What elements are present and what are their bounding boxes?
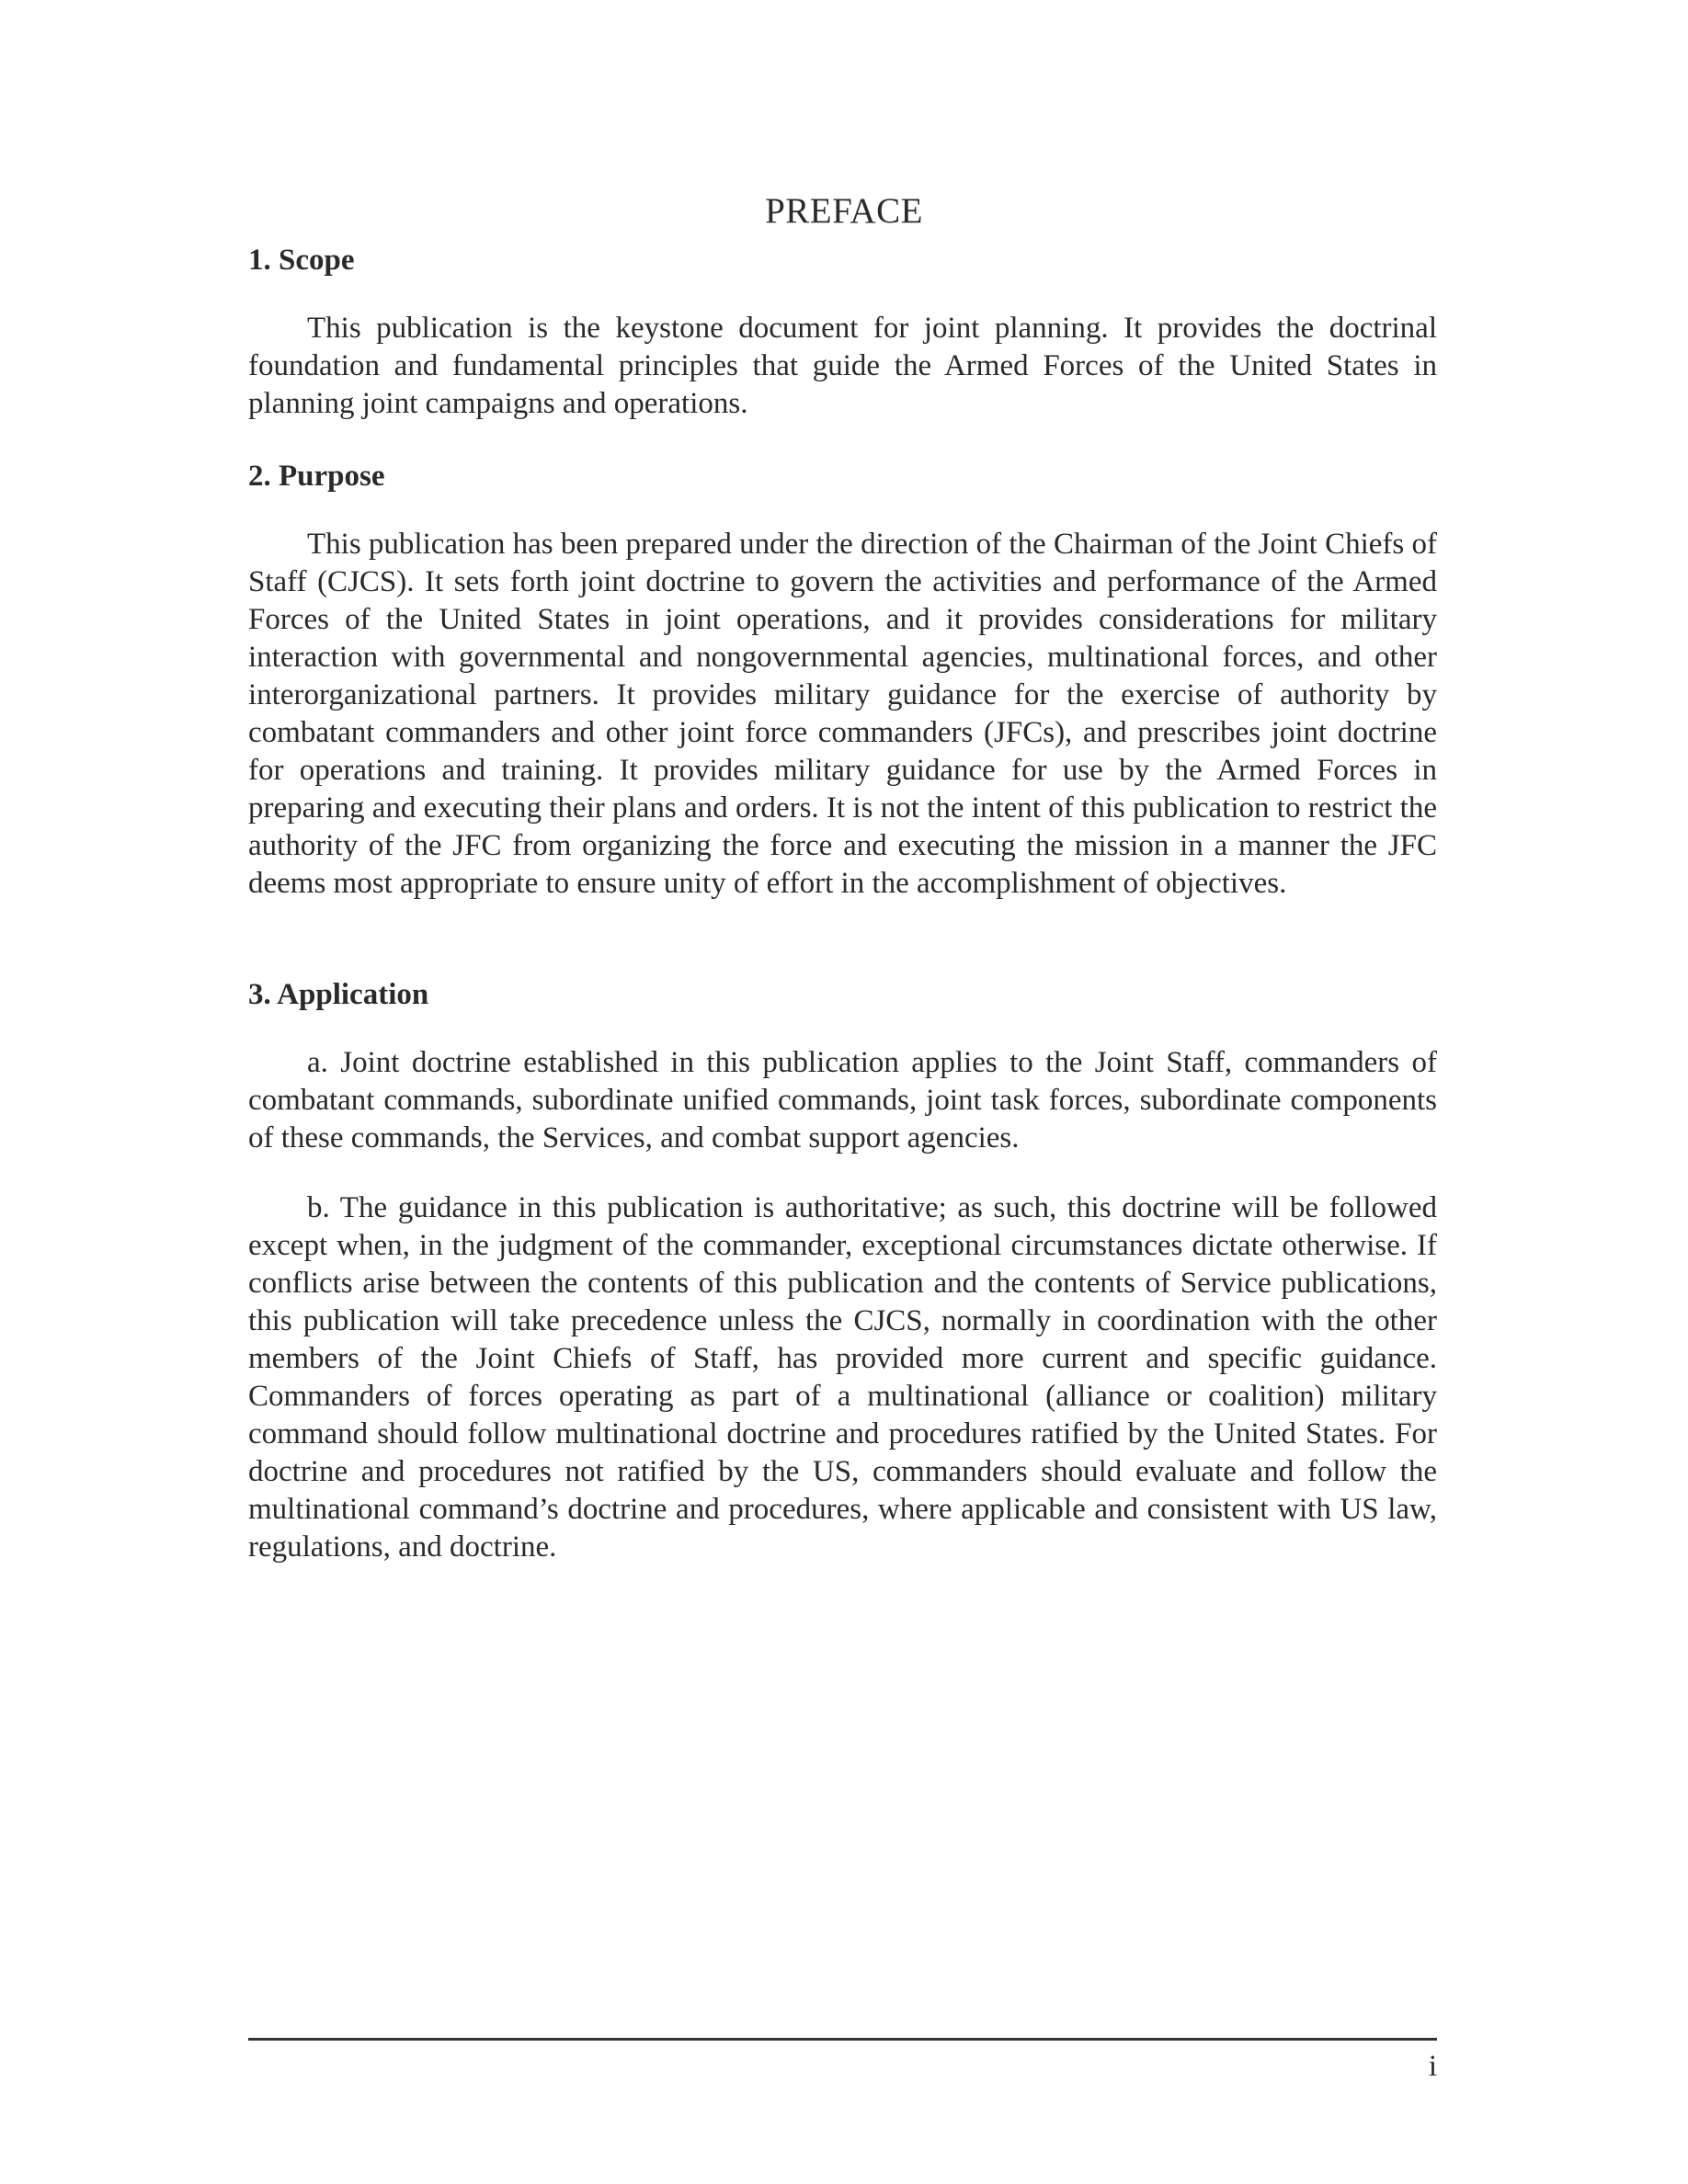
page-number: i (1428, 2050, 1437, 2083)
scope-paragraph: This publication is the keystone document for joint planning. It provides the doctrinal foundation and fundamental principles that guide the Armed Forces of the United States in planning joint campaigns and operations. (248, 312, 1437, 420)
page-title: PREFACE (765, 191, 923, 231)
application-paragraph-b: b. The guidance in this publication is authoritative; as such, this doctrine will be followed except when, in the judgment of the commander, exceptional circumstances dictate otherwise. If conflicts arise between the contents of this publication and the contents of Service publications, this publication will take precedence unless the CJCS, normally in coordination with the other members of the Joint Chiefs of Staff, has provided more current and specific guidance. Commanders of forces operating as part of a multinational (alliance or coalition) military command should follow multinational doctrine and procedures ratified by the United States. For doctrine and procedures not ratified by the US, commanders should evaluate and follow the multinational command’s doctrine and procedures, where applicable and consistent with US law, regulations, and doctrine. (248, 1191, 1437, 1564)
application-paragraph-a: a. Joint doctrine established in this publication applies to the Joint Staff, commanders of combatant commands, subordinate unified commands, joint task forces, subordinate components of these commands, the Services, and combat support agencies. (248, 1046, 1437, 1155)
purpose-paragraph: This publication has been prepared under the direction of the Chairman of the Joint Chiefs of Staff (CJCS). It sets forth joint doctrine to govern the activities and performance of the Armed Forces of the United States in joint operations, and it provides considerations for military interaction with governmental and nongovernmental agencies, multinational forces, and other interorganizational partners. It provides military guidance for the exercise of authority by combatant commanders and other joint force commanders (JFCs), and prescribes joint doctrine for operations and training. It provides military guidance for use by the Armed Forces in preparing and executing their plans and orders. It is not the intent of this publication to restrict the authority of the JFC from organizing the force and executing the mission in a manner the JFC deems most appropriate to ensure unity of effort in the accomplishment of objectives. (248, 528, 1437, 900)
section-heading-purpose: 2. Purpose (248, 460, 385, 493)
footer-divider (248, 2038, 1437, 2041)
section-heading-scope: 1. Scope (248, 244, 355, 277)
section-heading-application: 3. Application (248, 978, 429, 1011)
